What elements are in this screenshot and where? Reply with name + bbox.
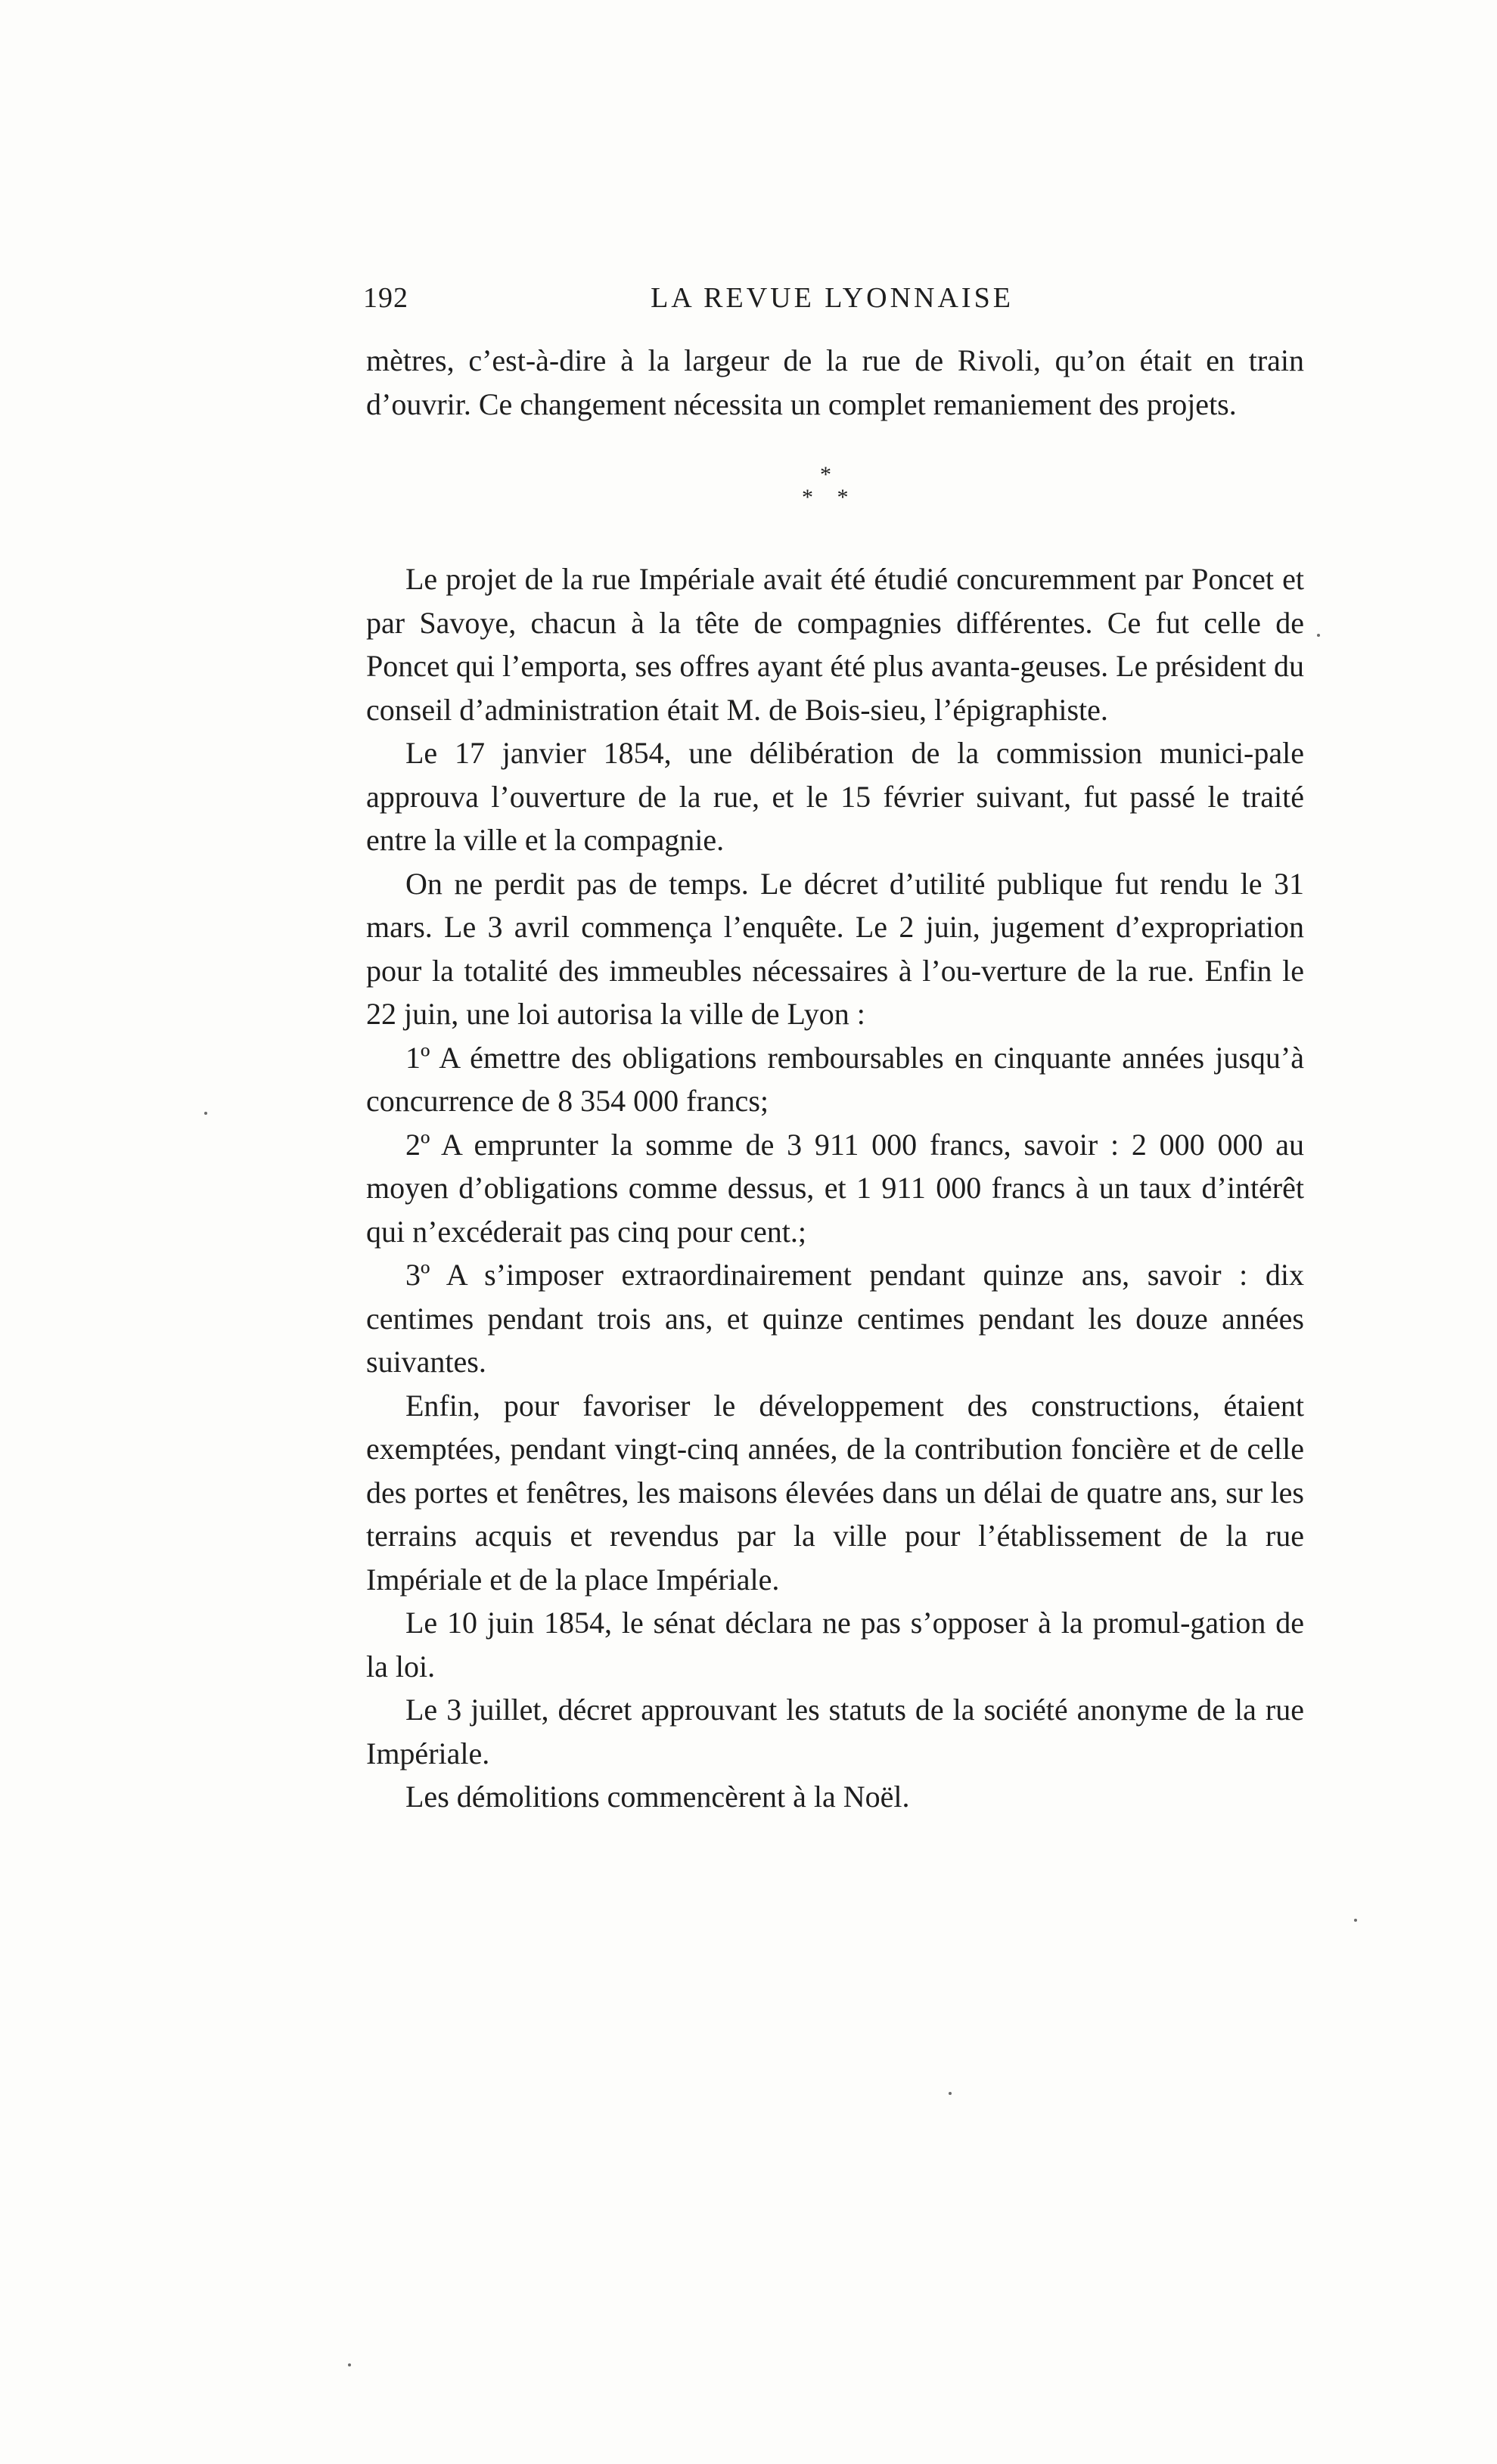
paragraph: Le 3 juillet, décret approuvant les statuts de la société anonyme de la rue Impériale.: [366, 1693, 1304, 1770]
print-speck: [348, 2363, 351, 2366]
body-text: [366, 339, 1304, 1819]
print-speck: [1354, 1919, 1357, 1922]
journal-title: LA REVUE LYONNAISE: [651, 282, 1014, 314]
list-item: 1º A émettre des obligations remboursables en cinquante années jusqu’à concurrence de 8 354 000 francs;: [366, 1040, 1304, 1118]
asterism-bottom-icon: * *: [802, 485, 858, 510]
paragraph: Les démolitions commencèrent à la Noël.: [405, 1780, 910, 1814]
paragraph: Le 10 juin 1854, le sénat déclara ne pas s’opposer à la promul-gation de la loi.: [366, 1606, 1304, 1684]
paragraph: Le 17 janvier 1854, une délibération de la commission munici-pale approuva l’ouverture de la rue, et le 15 février suivant, fut passé le traité entre la ville et la compagnie.: [366, 736, 1304, 857]
paragraph: Le projet de la rue Impériale avait été étudié concuremment par Poncet et par Savoye, chacun à la tête de compagnies différentes. Ce fut celle de Poncet qui l’emporta, ses offres ayant été plus avanta-geuses. Le président du conseil d’administration était M. de Bois-sieu, l’épigraphiste.: [366, 562, 1304, 727]
print-speck: [1317, 634, 1320, 637]
list-item: 2º A emprunter la somme de 3 911 000 francs, savoir : 2 000 000 au moyen d’obligations comme dessus, et 1 911 000 francs à un taux d’intérêt qui n’excéderait pas cinq pour cent.;: [366, 1127, 1304, 1249]
running-head: [363, 281, 1301, 327]
paragraph: Enfin, pour favoriser le développement des constructions, étaient exemptées, pendant vingt-cinq années, de la contribution foncière et de celle des portes et fenêtres, les maisons élevées dans un délai de quatre ans, sur les terrains acquis et revendus par la ville pour l’établissement de la rue Impériale et de la place Impériale.: [366, 1388, 1304, 1597]
print-speck: [204, 1112, 207, 1115]
asterism-top-icon: *: [820, 462, 831, 487]
page-number: 192: [363, 282, 408, 314]
paragraph: On ne perdit pas de temps. Le décret d’utilité publique fut rendu le 31 mars. Le 3 avril commença l’enquête. Le 2 juin, jugement d’expropriation pour la totalité des immeubles nécessaires à l’ou-verture de la rue. Enfin le 22 juin, une loi autorisa la ville de Lyon :: [366, 866, 1304, 1031]
print-speck: [949, 2092, 952, 2095]
paragraph-continuation: mètres, c’est-à-dire à la largeur de la rue de Rivoli, qu’on était en train d’ouvrir. Ce changement nécessita un complet remaniement des projets.: [366, 343, 1304, 421]
list-item: 3º A s’imposer extraordinairement pendant quinze ans, savoir : dix centimes pendant trois ans, et quinze centimes pendant les douze années suivantes.: [366, 1258, 1304, 1379]
section-separator: [366, 448, 1304, 538]
